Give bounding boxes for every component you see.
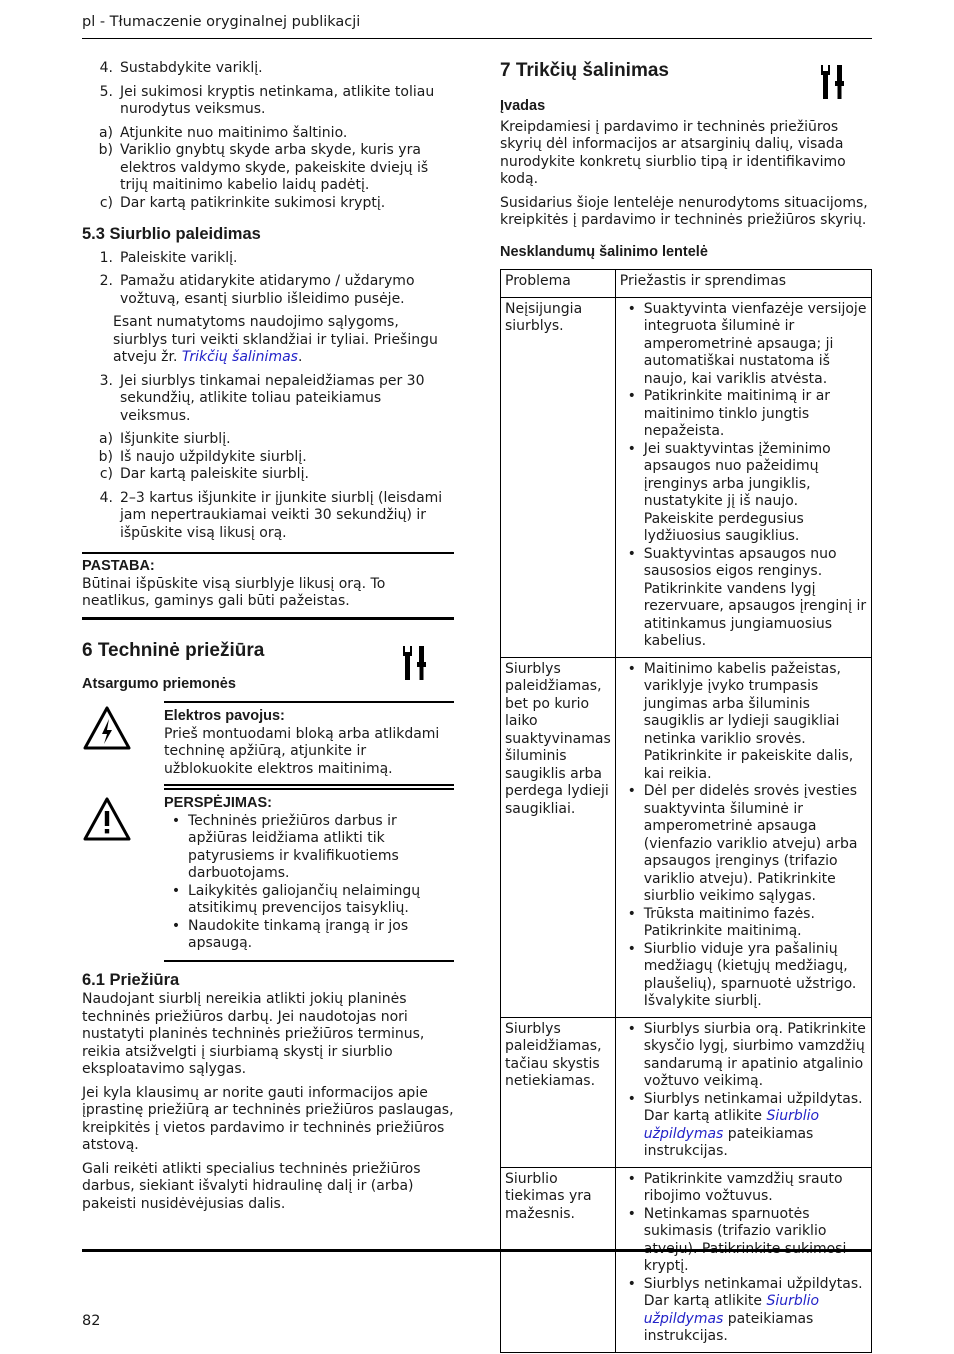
electric-hazard-box — [82, 701, 454, 778]
list-item: c) Dar kartą paleiskite siurblį. — [99, 466, 309, 482]
maintenance-paragraph: Jei kyla klausimų ar norite gauti informacijos apie įprastinę priežiūrą ar techninės priežiūros paslaugas, kreipkitės į vietos pardavimo ir techninės priežiūros atstovą. — [82, 1084, 454, 1153]
list-item: 2. Pamažu atidarykite atidarymo / uždarymo vožtuvą, esantį siurblio išleidimo pusėje. — [99, 273, 415, 307]
note-title: PASTABA: — [82, 558, 155, 574]
maintenance-paragraph: Gali reikėti atlikti specialius techninės priežiūros darbus, siekiant išvalyti hidraulinę dalį ir (arba) pakeisti nusidėvėjusias dalis. — [82, 1160, 421, 1212]
problem-cell: Neįsijungia siurblys. — [501, 297, 616, 657]
causes-cell: • Suaktyvinta vienfazėje versijoje integruota šiluminė ir amperometrinė apsauga; ji automatiškai nustatoma iš naujo, kai variklis atvėsta. • Patikrinkite maitinimą ir ar maitinimo tinklo jungtis nepažeista. • Jei suaktyvintas įžeminimo apsaugos nuo pažeidimų įrenginys arba jungiklis, nustatykite jį iš naujo. Pakeiskite perdegusius lydžiuosius saugiklius. • Suaktyvintas apsaugos nuo sausosios eigos renginys. Patikrinkite vandens lygį rezervuare, apsaugos įrenginį ir atitinkamus jungiamuosius kabelius. — [615, 297, 871, 657]
wrench-screwdriver-icon — [820, 63, 846, 101]
list-item: • Naudokite tinkamą įrangą ir jos apsaugą. — [171, 917, 409, 951]
intro-paragraph: Kreipdamiesi į pardavimo ir techninės priežiūros skyrių dėl informacijos ar atsarginių dalių, visada nurodykite konkretų siurblio tipą ir identifikavimo kodą. — [500, 118, 846, 187]
warning-icon — [82, 796, 132, 848]
note-text: Būtinai išpūskite visą siurblyje likusį orą. To neatlikus, gaminys gali būti pažeistas. — [82, 575, 386, 609]
causes-cell: • Patikrinkite vamzdžių srauto ribojimo vožtuvus. • Netinkamas sparnuotės sukimasis (trifazio variklio kryptį. • Siurblys netinkamai užpildytas. Dar kartą atlikite Siurblio užpildymas pateikiamas instrukcijas. — [615, 1167, 871, 1352]
list-item: 4. 2–3 kartus išjunkite ir įjunkite siurblį (leisdami jam nepertraukiamai veikti 30 sekundžių) ir išpūskite visą likusį orą. — [99, 489, 443, 541]
list-item: 4. Sustabdykite variklį. — [99, 60, 263, 76]
list-item: 3. Jei siurblys tinkamai nepaleidžiamas per 30 sekundžių, atlikite toliau pateikiamus veiksmus. — [99, 372, 425, 424]
note-box — [82, 552, 454, 620]
warning-box — [164, 784, 454, 962]
list-item: b) Variklio gnybtų skyde arba skyde, kuris yra elektros valdymo skyde, pakeiskite dviejų iš trijų maitinimo kabelio laidų padėtį. — [98, 142, 429, 193]
page-header: pl - Tłumaczenie oryginalnej publikacji — [82, 14, 361, 30]
warning-title: PERSPĖJIMAS: — [164, 795, 272, 811]
footer-divider — [82, 1249, 872, 1252]
table-header-cell: Priežastis ir sprendimas — [615, 270, 871, 298]
problem-cell: Siurblys paleidžiamas, bet po kurio laiko suaktyvinamas šiluminis saugiklis arba perdega lydieji saugikliai. — [501, 657, 616, 1017]
section-title-6: 6 Techninė priežiūra — [82, 639, 265, 661]
header-divider — [82, 38, 872, 39]
maintenance-paragraph: Naudojant siurblį nereikia atlikti jokių planinės techninės priežiūros darbų. Jei naudotojas nori nustatyti planinės techninės priežiūros terminus, reikia atsižvelgti į siurbiamą skystį ir siurblio eksploatavimo sąlygas. — [82, 991, 425, 1077]
section-6-heading — [82, 639, 454, 672]
pump-filling-link[interactable]: Siurblio užpildymas — [643, 1293, 820, 1327]
section-7-heading — [500, 60, 872, 94]
intro-title: Įvadas — [500, 98, 546, 114]
troubleshooting-table — [500, 269, 872, 1353]
normal-operation-text: Esant numatytoms naudojimo sąlygoms, siurblys turi veikti sklandžiai ir tyliai. Priešingu atveju žr. Trikčių šalinimas. — [113, 314, 438, 365]
list-item: 1. Paleiskite variklį. — [99, 249, 238, 266]
list-item: • Techninės priežiūros darbus ir apžiūras leidžiama atlikti tik patyrusiems ir kvalifikuotiems darbuotojams. — [171, 812, 399, 881]
electric-hazard-icon — [82, 705, 132, 757]
wrench-screwdriver-icon — [402, 644, 428, 682]
table-row — [501, 1017, 872, 1167]
table-header-cell: Problema — [501, 270, 616, 298]
troubleshooting-link[interactable]: Trikčių šalinimas — [181, 349, 298, 365]
list-item: b) Iš naujo užpildykite siurblį. — [98, 448, 307, 465]
section-title-5-3: 5.3 Siurblio paleidimas — [82, 225, 261, 243]
list-item: • Laikykitės galiojančių nelaimingų atsitikimų prevencijos taisyklių. — [171, 882, 421, 916]
electric-hazard-title: Elektros pavojus: — [164, 708, 285, 724]
table-row — [501, 657, 872, 1017]
table-row — [501, 1167, 872, 1352]
table-row — [501, 297, 872, 657]
list-item: 5. Jei sukimosi kryptis netinkama, atlikite toliau nurodytus veiksmus. — [99, 83, 435, 117]
table-header-row — [501, 270, 872, 298]
left-column — [82, 60, 454, 1219]
list-item: a) Išjunkite siurblį. — [98, 431, 231, 447]
electric-hazard-text-block — [164, 701, 454, 778]
causes-cell: • Siurblys siurbia orą. Patikrinkite skysčio lygį, siurbimo vamzdžių sandarumą ir apatinio atgalinio vožtuvo veikimą. • Siurblys netinkamai užpildytas. Dar kartą atlikite Siurblio užpildymas pateikiamas instrukcijas. — [615, 1017, 871, 1167]
right-column — [500, 60, 872, 1353]
intro-paragraph: Susidarius šioje lentelėje nenurodytoms situacijoms, kreipkitės į pardavimo ir techninės priežiūros skyrių. — [500, 194, 868, 228]
warning-text-block — [164, 788, 454, 962]
problem-cell: Siurblio tiekimas yra mažesnis. — [501, 1167, 616, 1352]
table-title: Nesklandumų šalinimo lentelė — [500, 243, 708, 260]
problem-cell: Siurblys paleidžiamas, tačiau skystis netiekiamas. — [501, 1017, 616, 1167]
section-title-6-1: 6.1 Priežiūra — [82, 970, 180, 989]
list-item: c) Dar kartą patikrinkite sukimosi kryptį. — [99, 194, 386, 211]
list-item: a) Atjunkite nuo maitinimo šaltinio. — [98, 124, 348, 141]
causes-cell: • Maitinimo kabelis pažeistas, variklyje įvyko trumpasis jungimas arba šiluminis saugiklis ar lydieji saugikliai netinka variklio srovės. Patikrinkite ir pakeiskite dalis, kai reikia. • Dėl per didelės srovės įvesties suaktyvinta šiluminė ir amperometrinė apsauga (vienfazio variklio atveju) arba apsaugos įrenginys (trifazio variklio atveju). Patikrinkite siurblio veikimo sąlygas. • Trūksta maitinimo fazės. Patikrinkite maitinimą. • Siurblio viduje yra pašalinių medžiagų (kietųjų medžiagų, plaušelių), sparnuotė užstrigo. Išvalykite siurblį. — [615, 657, 871, 1017]
pump-filling-link[interactable]: Siurblio užpildymas — [643, 1108, 820, 1142]
section-title-7: 7 Trikčių šalinimas — [500, 60, 669, 81]
precautions-title: Atsargumo priemonės — [82, 675, 236, 692]
electric-hazard-text: Prieš montuodami bloką arba atlikdami techninę apžiūrą, atjunkite ir užblokuokite elektros maitinimą. — [164, 725, 440, 777]
page-number: 82 — [82, 1313, 101, 1329]
